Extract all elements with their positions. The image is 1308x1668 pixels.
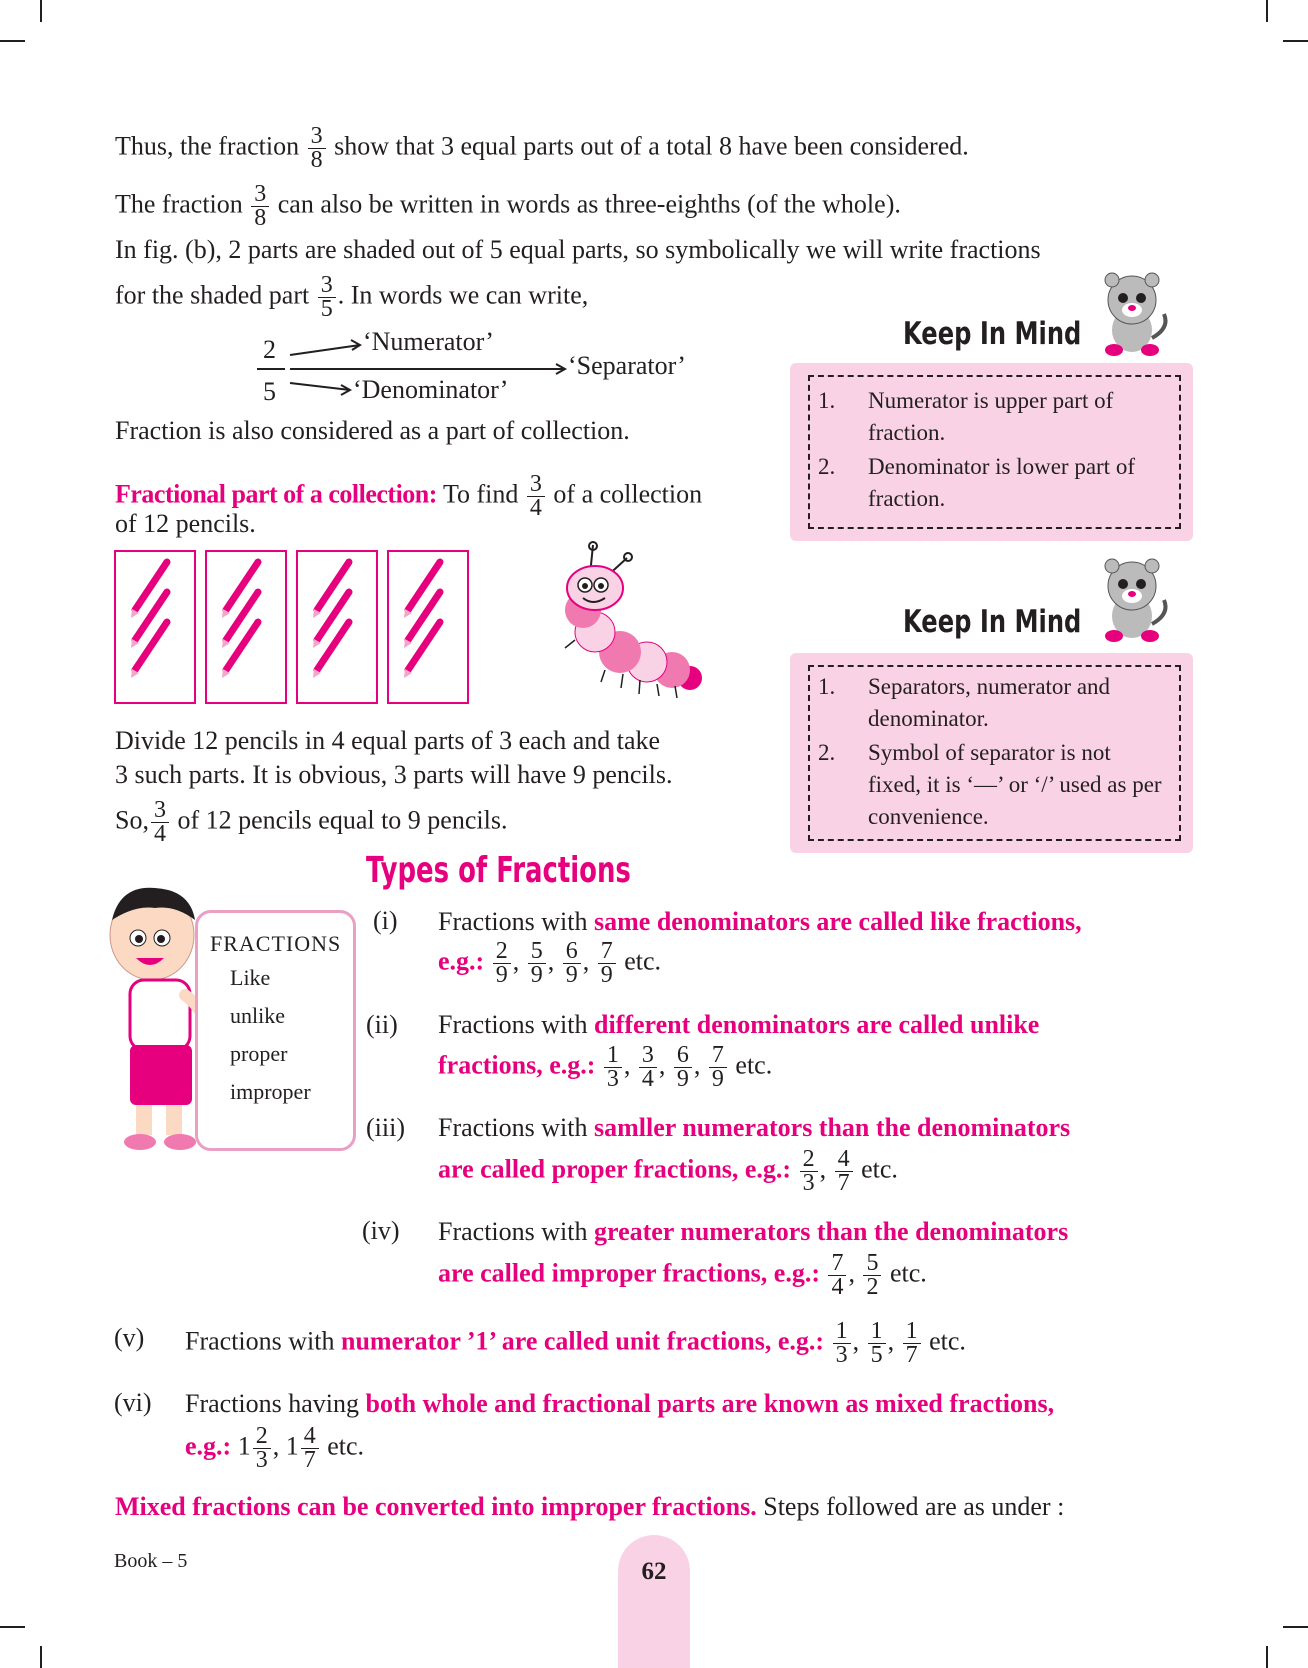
text-line	[115, 1492, 1064, 1522]
fraction: $\frac{7}{9}$	[709, 1044, 727, 1091]
highlight-text: fractions, e.g.:	[438, 1050, 596, 1080]
keep-in-mind-box	[790, 363, 1193, 541]
text: Fractions with	[438, 1217, 588, 1246]
text: of 12 pencils equal to 9 pencils.	[177, 805, 508, 835]
fraction: $\frac{4}{7}$	[835, 1148, 853, 1195]
diagram-denominator-digit: 5	[263, 377, 276, 406]
caterpillar-illustration	[535, 540, 705, 710]
fraction: $\frac{3}{8}$	[251, 183, 269, 230]
highlight-text: different denominators are called unlike	[594, 1010, 1040, 1039]
text-line: In fig. (b), 2 parts are shaded out of 5 equal parts, so symbolically we will write fractions	[115, 235, 1041, 264]
highlight-text: numerator ’1’ are called unit fractions, e.g.:	[341, 1326, 825, 1356]
roman-numeral: (ii)	[366, 1010, 398, 1039]
fraction: $\frac{1}{7}$	[903, 1320, 921, 1367]
tiger-mascot-icon	[1092, 268, 1172, 358]
separator-label: ‘Separator’	[568, 351, 686, 380]
keep-in-mind-title: Keep In Mind	[903, 604, 1082, 640]
text: So,	[115, 805, 149, 835]
highlight-text: both whole and fractional parts are known as mixed fractions,	[365, 1389, 1055, 1418]
list-item: are called improper fractions, e.g.: $\frac{7}{4}$ , $\frac{5}{2}$ etc.	[438, 1250, 927, 1300]
text: etc.	[861, 1154, 898, 1184]
highlight-text: are called improper fractions, e.g.:	[438, 1258, 820, 1288]
highlight-text: same denominators are called like fractions,	[594, 907, 1082, 936]
text: Fractions having	[185, 1389, 360, 1418]
whole-number: 1	[237, 1431, 251, 1461]
text: Fractions with	[185, 1326, 335, 1356]
roman-numeral: (i)	[373, 906, 398, 935]
highlight-text: greater numerators than the denominators	[594, 1217, 1069, 1246]
book-label: Book – 5	[114, 1550, 188, 1572]
section-title: Types of Fractions	[366, 850, 631, 891]
highlight-text: Mixed fractions can be converted into improper fractions.	[115, 1492, 757, 1521]
fractions-board	[195, 910, 356, 1151]
text: The fraction	[115, 189, 243, 219]
fraction: $\frac{7}{4}$	[828, 1252, 846, 1299]
fraction: $\frac{3}{8}$	[308, 125, 326, 172]
fraction: $\frac{5}{9}$	[528, 940, 546, 987]
fraction: $\frac{3}{4}$	[151, 799, 169, 846]
list-item	[438, 1006, 1039, 1044]
list-item: e.g.: $\frac{2}{9}$ , $\frac{5}{9}$ , $\frac{6}{9}$ , $\frac{7}{9}$ etc.	[438, 938, 662, 988]
roman-numeral: (v)	[114, 1323, 145, 1352]
fraction: $\frac{1}{3}$	[604, 1044, 622, 1091]
dashed-border: 1. Numerator is upper part of fraction. 2. Denominator is lower part of fraction.	[808, 375, 1181, 529]
fraction: $\frac{2}{3}$	[800, 1148, 818, 1195]
text: of a collection	[553, 479, 703, 509]
text: . In words we can write,	[337, 280, 589, 310]
board-item: improper	[230, 1079, 311, 1104]
fraction: $\frac{2}{9}$	[493, 940, 511, 987]
text: etc.	[624, 946, 662, 976]
list-item	[438, 1109, 1070, 1147]
text: show that 3 equal parts out of a total 8 have been considered.	[334, 131, 969, 161]
pencils-illustration	[0, 0, 480, 720]
text: Fractions with	[438, 907, 588, 936]
fraction: $\frac{2}{3}$	[253, 1425, 271, 1472]
crop-mark	[0, 1626, 25, 1628]
roman-numeral: (vi)	[114, 1388, 152, 1417]
fraction: $\frac{1}{5}$	[868, 1320, 886, 1367]
board-title: FRACTIONS	[210, 931, 342, 956]
fraction: $\frac{3}{4}$	[527, 473, 545, 520]
fraction: $\frac{5}{2}$	[863, 1252, 881, 1299]
list-item: fractions, e.g.: $\frac{1}{3}$ , $\frac{3}{4}$ , $\frac{6}{9}$ , $\frac{7}{9}$ etc.	[438, 1042, 773, 1092]
keep-in-mind-box	[790, 653, 1193, 853]
board-item: Like	[230, 965, 271, 990]
crop-mark	[1266, 1646, 1268, 1668]
text: can also be written in words as three-eighths (of the whole).	[277, 189, 901, 219]
list-item: are called proper fractions, e.g.: $\frac{2}{3}$ , $\frac{4}{7}$ etc.	[438, 1146, 898, 1196]
text: etc.	[929, 1326, 966, 1356]
text: etc.	[889, 1258, 927, 1288]
list-item	[438, 1213, 1068, 1251]
list-item	[185, 1385, 1054, 1423]
denominator-label: ‘Denominator’	[353, 375, 509, 404]
fraction: $\frac{3}{5}$	[318, 274, 336, 321]
crop-mark	[1266, 0, 1268, 22]
roman-numeral: (iii)	[366, 1113, 405, 1142]
text-line: of 12 pencils.	[115, 509, 256, 538]
keep-in-mind-title: Keep In Mind	[903, 316, 1082, 352]
tiger-mascot-icon	[1092, 554, 1172, 644]
text: Steps followed are as under :	[763, 1492, 1065, 1521]
text: etc.	[735, 1050, 773, 1080]
board-item: proper	[230, 1041, 288, 1066]
whole-number: 1	[285, 1431, 299, 1461]
crop-mark	[40, 1646, 42, 1668]
text: Fractions with	[438, 1010, 588, 1039]
text: Fractions with	[438, 1113, 588, 1142]
text-line	[115, 799, 507, 846]
highlight-text: samller numerators than the denominators	[594, 1113, 1071, 1142]
fraction: $\frac{4}{7}$	[301, 1425, 319, 1472]
text: To find	[442, 479, 519, 509]
text-line: Divide 12 pencils in 4 equal parts of 3 each and take	[115, 726, 661, 755]
highlight-text: e.g.:	[438, 946, 485, 976]
crop-mark	[1283, 1626, 1308, 1628]
board-item: unlike	[230, 1003, 285, 1028]
page-number: 62	[641, 1558, 667, 1585]
dashed-border: 1. Separators, numerator and denominator. 2. Symbol of separator is not fixed, it is ‘—’ or ‘/’ used as per convenience.	[808, 665, 1181, 841]
text-line: Fraction is also considered as a part of collection.	[115, 416, 630, 445]
roman-numeral: (iv)	[362, 1216, 400, 1245]
fractional-part-heading: Fractional part of a collection:	[115, 479, 437, 509]
numerator-label: ‘Numerator’	[363, 327, 494, 356]
fraction: $\frac{6}{9}$	[674, 1044, 692, 1091]
list-item: e.g.: 1 $\frac{2}{3}$ , 1 $\frac{4}{7}$ etc.	[185, 1423, 365, 1473]
fraction: $\frac{7}{9}$	[598, 940, 616, 987]
list-item: Fractions with numerator ’1’ are called unit fractions, e.g.: $\frac{1}{3}$ , $\frac{1}{5}$ , $\frac{1}{7}$ etc.	[185, 1318, 966, 1368]
crop-mark	[1283, 40, 1308, 42]
list-item	[438, 903, 1082, 941]
text: for the shaded part	[115, 280, 310, 310]
page-number-tab	[618, 1535, 690, 1668]
text: etc.	[327, 1431, 365, 1461]
text-line: 3 such parts. It is obvious, 3 parts will have 9 pencils.	[115, 760, 673, 789]
highlight-text: are called proper fractions, e.g.:	[438, 1154, 792, 1184]
highlight-text: e.g.:	[185, 1431, 232, 1461]
text: Thus, the fraction	[115, 131, 300, 161]
diagram-numerator-digit: 2	[263, 335, 276, 364]
fraction: $\frac{1}{3}$	[833, 1320, 851, 1367]
fraction: $\frac{3}{4}$	[639, 1044, 657, 1091]
fraction: $\frac{6}{9}$	[563, 940, 581, 987]
